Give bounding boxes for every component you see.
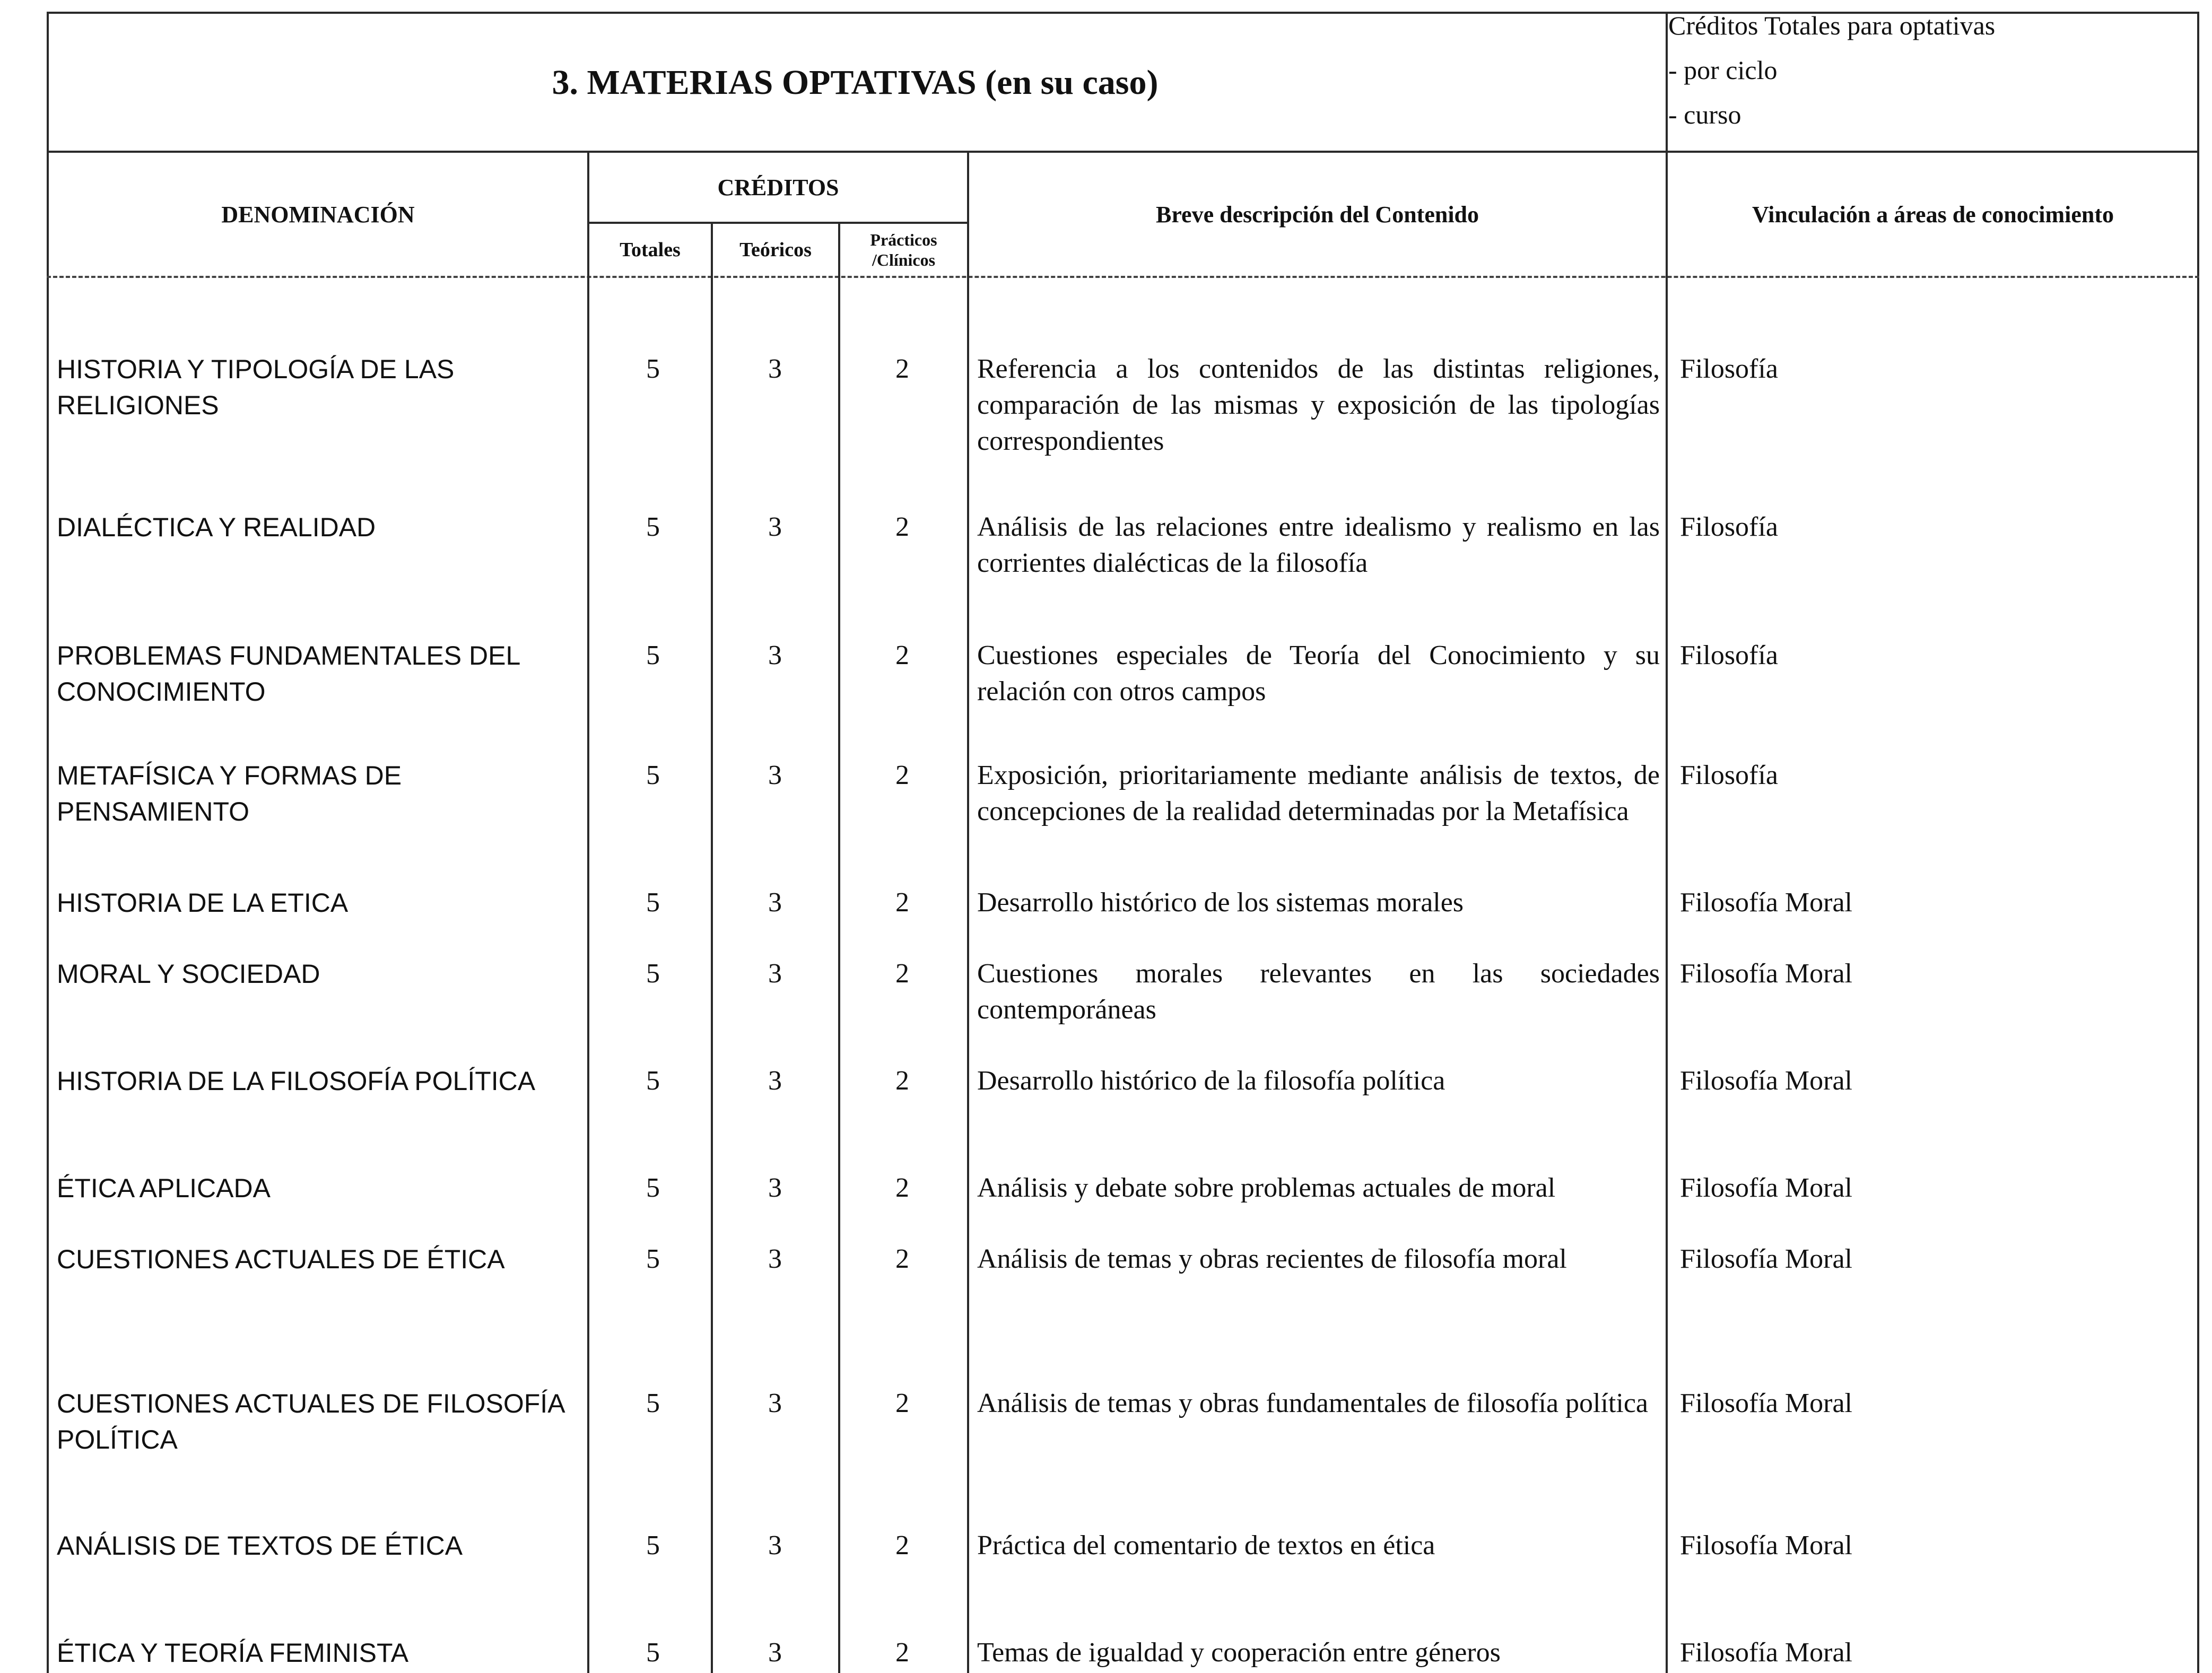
credits-practicos: 2	[895, 1244, 909, 1274]
subject-name: ANÁLISIS DE TEXTOS DE ÉTICA	[57, 1531, 463, 1561]
credits-totales: 5	[646, 1244, 660, 1274]
credits-note-line: - por ciclo	[1668, 55, 1778, 85]
subject-description: Desarrollo histórico de los sistemas morales	[977, 887, 1464, 918]
knowledge-area: Filosofía Moral	[1680, 1530, 1852, 1561]
knowledge-area: Filosofía Moral	[1680, 1388, 1852, 1418]
credits-teoricos: 3	[768, 1244, 782, 1274]
subject-description: Práctica del comentario de textos en ética	[977, 1530, 1435, 1561]
column-header-practicos: Prácticos /Clínicos	[870, 230, 937, 269]
subject-description: Referencia a los contenidos de las distintas religiones, comparación de las mismas y exposición de las tipologías correspondientes	[977, 354, 1660, 456]
credits-practicos: 2	[895, 1637, 909, 1668]
subject-name: PROBLEMAS FUNDAMENTALES DEL CONOCIMIENTO	[57, 641, 520, 707]
subject-name: HISTORIA DE LA ETICA	[57, 888, 349, 918]
subject-description: Análisis de las relaciones entre idealismo y realismo en las corrientes dialécticas de la filosofía	[977, 512, 1660, 578]
credits-practicos: 2	[895, 354, 909, 384]
col-divider-totales	[711, 222, 713, 1673]
col-divider-practicos	[967, 151, 969, 1673]
credits-practicos: 2	[895, 640, 909, 670]
credits-practicos: 2	[895, 1530, 909, 1561]
knowledge-area: Filosofía Moral	[1680, 1173, 1852, 1203]
column-header-teoricos: Teóricos	[739, 239, 812, 261]
column-header-creditos: CRÉDITOS	[717, 174, 839, 201]
knowledge-area: Filosofía Moral	[1680, 959, 1852, 989]
subject-description: Temas de igualdad y cooperación entre géneros	[977, 1637, 1501, 1668]
credits-teoricos: 3	[768, 1530, 782, 1561]
credits-practicos: 2	[895, 1066, 909, 1096]
credits-totales: 5	[646, 512, 660, 542]
credits-note	[1668, 3, 1995, 137]
credits-practicos: 2	[895, 1173, 909, 1203]
subject-name: HISTORIA Y TIPOLOGÍA DE LAS RELIGIONES	[57, 354, 455, 420]
subject-name: DIALÉCTICA Y REALIDAD	[57, 512, 376, 542]
credits-teoricos: 3	[768, 640, 782, 670]
column-header-name: DENOMINACIÓN	[221, 201, 415, 228]
subject-description: Cuestiones especiales de Teoría del Conocimiento y su relación con otros campos	[977, 640, 1660, 707]
knowledge-area: Filosofía Moral	[1680, 1637, 1852, 1668]
subject-name: HISTORIA DE LA FILOSOFÍA POLÍTICA	[57, 1066, 536, 1096]
subject-description: Análisis y debate sobre problemas actuales de moral	[977, 1173, 1556, 1203]
credits-totales: 5	[646, 1388, 660, 1418]
credits-practicos: 2	[895, 760, 909, 790]
credits-totales: 5	[646, 760, 660, 790]
credits-totales: 5	[646, 887, 660, 918]
credits-totales: 5	[646, 354, 660, 384]
credits-teoricos: 3	[768, 760, 782, 790]
credits-teoricos: 3	[768, 887, 782, 918]
column-header-description: Breve descripción del Contenido	[1155, 201, 1479, 228]
knowledge-area: Filosofía Moral	[1680, 1066, 1852, 1096]
credits-teoricos: 3	[768, 512, 782, 542]
credits-totales: 5	[646, 1066, 660, 1096]
subject-description: Análisis de temas y obras recientes de filosofía moral	[977, 1244, 1567, 1274]
subject-name: METAFÍSICA Y FORMAS DE PENSAMIENTO	[57, 761, 402, 826]
knowledge-area: Filosofía Moral	[1680, 887, 1852, 918]
knowledge-area: Filosofía	[1680, 760, 1778, 790]
credits-teoricos: 3	[768, 354, 782, 384]
credits-practicos: 2	[895, 887, 909, 918]
credits-teoricos: 3	[768, 959, 782, 989]
credits-teoricos: 3	[768, 1173, 782, 1203]
credits-totales: 5	[646, 1173, 660, 1203]
credits-totales: 5	[646, 1530, 660, 1561]
header-divider	[47, 276, 2199, 278]
subject-name: ÉTICA Y TEORÍA FEMINISTA	[57, 1638, 409, 1668]
credits-totales: 5	[646, 959, 660, 989]
subject-description: Exposición, prioritariamente mediante análisis de textos, de concepciones de la realidad determinadas por la Metafísica	[977, 760, 1660, 826]
col-divider-name	[587, 151, 589, 1673]
credits-note-line: Créditos Totales para optativas	[1668, 11, 1996, 40]
knowledge-area: Filosofía	[1680, 354, 1778, 384]
subject-description: Desarrollo histórico de la filosofía política	[977, 1066, 1445, 1096]
credits-totales: 5	[646, 640, 660, 670]
credits-teoricos: 3	[768, 1637, 782, 1668]
subject-name: ÉTICA APLICADA	[57, 1173, 271, 1203]
page-title: 3. MATERIAS OPTATIVAS (en su caso)	[552, 63, 1159, 102]
credits-practicos: 2	[895, 959, 909, 989]
subject-name: CUESTIONES ACTUALES DE FILOSOFÍA POLÍTICA	[57, 1389, 564, 1454]
credits-practicos: 2	[895, 512, 909, 542]
column-header-area: Vinculación a áreas de conocimiento	[1752, 201, 2114, 228]
credits-teoricos: 3	[768, 1066, 782, 1096]
knowledge-area: Filosofía	[1680, 640, 1778, 670]
credits-totales: 5	[646, 1637, 660, 1668]
subject-description: Análisis de temas y obras fundamentales de filosofía política	[977, 1388, 1648, 1418]
knowledge-area: Filosofía	[1680, 512, 1778, 542]
credits-practicos: 2	[895, 1388, 909, 1418]
credits-note-line: - curso	[1668, 100, 1741, 129]
knowledge-area: Filosofía Moral	[1680, 1244, 1852, 1274]
subject-description: Cuestiones morales relevantes en las sociedades contemporáneas	[977, 959, 1660, 1025]
subject-name: MORAL Y SOCIEDAD	[57, 959, 320, 989]
column-header-totales: Totales	[620, 239, 681, 261]
subject-name: CUESTIONES ACTUALES DE ÉTICA	[57, 1244, 505, 1274]
col-divider-teoricos	[838, 222, 840, 1673]
credits-teoricos: 3	[768, 1388, 782, 1418]
